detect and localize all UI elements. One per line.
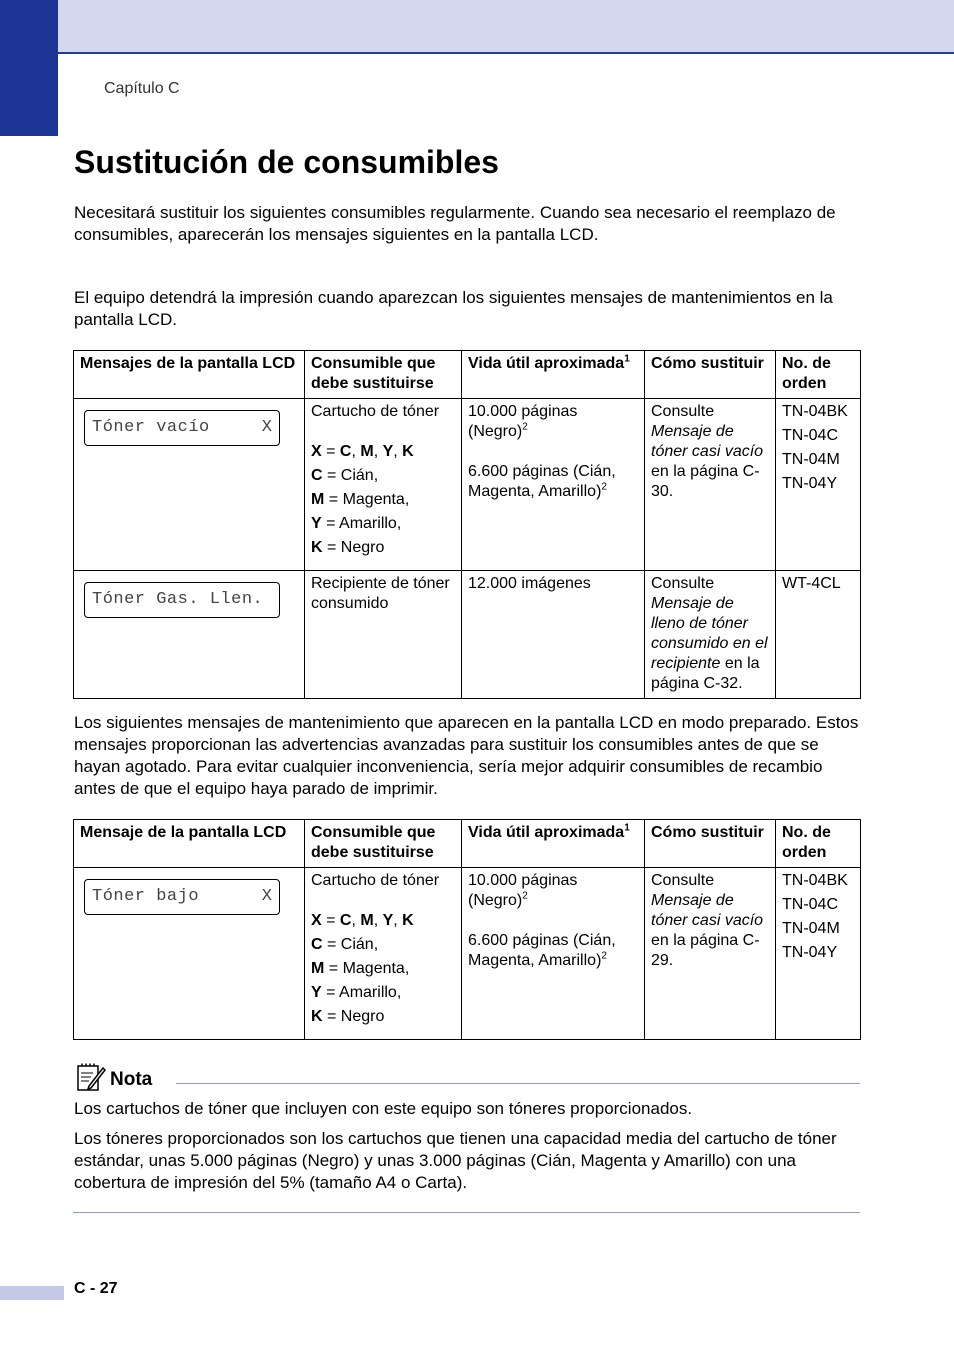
chapter-tab xyxy=(0,0,58,136)
note-pencil-icon xyxy=(76,1062,106,1092)
col-header-how: Cómo sustituir xyxy=(645,820,776,868)
table-row xyxy=(74,399,861,571)
mid-paragraph: Los siguientes mensajes de mantenimiento que aparecen en la pantalla LCD en modo preparado. Estos mensajes proporcionan las advertencias avanzadas para sustituir los consumibles antes de que se hayan agotado. Para evitar cualquier inconveniencia, sería mejor adquirir consumibles de recambio antes de que el equipo haya parado de imprimir. xyxy=(74,713,859,798)
lcd-cell xyxy=(74,571,305,699)
table-row xyxy=(74,868,861,1040)
how-cell: Consulte Mensaje de tóner casi vacío en la página C-29. xyxy=(645,868,776,1040)
page-title: Sustitución de consumibles xyxy=(74,144,499,180)
col-header-how: Cómo sustituir xyxy=(645,351,776,399)
consumable-cell: Cartucho de tóner X = C, M, Y, K C = Cián, M = Magenta, Y = Amarillo, K = Negro xyxy=(305,399,462,571)
col-header-order: No. de orden xyxy=(776,351,861,399)
lcd-display: Tóner Gas. Llen. xyxy=(84,582,280,618)
col-header-lcd: Mensaje de la pantalla LCD xyxy=(74,820,305,868)
intro-paragraph-2: El equipo detendrá la impresión cuando aparezcan los siguientes mensajes de mantenimientos en la pantalla LCD. xyxy=(74,288,833,329)
how-cell: Consulte Mensaje de tóner casi vacío en la página C-30. xyxy=(645,399,776,571)
note-paragraph-2: Los tóneres proporcionados son los cartuchos que tienen una capacidad media del cartucho de tóner estándar, unas 5.000 páginas (Negro) y unas 3.000 páginas (Cián, Magenta y Amarillo) con una cobertura de impresión del 5% (tamaño A4 o Carta). xyxy=(74,1129,837,1192)
header-band xyxy=(0,0,954,54)
page-number: C - 27 xyxy=(74,1280,118,1297)
intro-paragraph-1: Necesitará sustituir los siguientes consumibles regularmente. Cuando sea necesario el reemplazo de consumibles, aparecerán los mensajes siguientes en la pantalla LCD. xyxy=(74,203,836,244)
how-cell: Consulte Mensaje de lleno de tóner consumido en el recipiente en la página C-32. xyxy=(645,571,776,699)
supplies-table-stop xyxy=(73,350,861,699)
consumable-cell: Cartucho de tóner X = C, M, Y, K C = Cián, M = Magenta, Y = Amarillo, K = Negro xyxy=(305,868,462,1040)
lcd-cell xyxy=(74,399,305,571)
col-header-consumable: Consumible que debe sustituirse xyxy=(305,820,462,868)
order-cell: TN-04BK TN-04C TN-04M TN-04Y xyxy=(776,399,861,571)
color-legend: X = C, M, Y, K C = Cián, M = Magenta, Y = Amarillo, K = Negro xyxy=(311,443,414,556)
life-cell: 10.000 páginas (Negro)$^2$ 6.600 páginas (Cián, Magenta, Amarillo)$^2$ xyxy=(462,868,645,1040)
col-header-life: Vida útil aproximada$^1$ xyxy=(462,820,645,868)
color-legend: X = C, M, Y, K C = Cián, M = Magenta, Y = Amarillo, K = Negro xyxy=(311,912,414,1025)
order-cell: WT-4CL xyxy=(776,571,861,699)
table-header-row xyxy=(74,351,861,399)
table-row xyxy=(74,571,861,699)
order-cell: TN-04BK TN-04C TN-04M TN-04Y xyxy=(776,868,861,1040)
life-cell: 12.000 imágenes xyxy=(462,571,645,699)
note-label: Nota xyxy=(110,1069,153,1090)
note-divider xyxy=(176,1083,860,1084)
note-paragraph-1: Los cartuchos de tóner que incluyen con este equipo son tóneres proporcionados. xyxy=(74,1099,693,1118)
consumable-cell: Recipiente de tóner consumido xyxy=(305,571,462,699)
col-header-consumable: Consumible que debe sustituirse xyxy=(305,351,462,399)
life-cell: 10.000 páginas (Negro)$^2$ 6.600 páginas (Cián, Magenta, Amarillo)$^2$ xyxy=(462,399,645,571)
lcd-display: Tóner vacío X xyxy=(84,410,280,446)
supplies-table-warning xyxy=(73,819,861,1040)
table-header-row xyxy=(74,820,861,868)
lcd-cell xyxy=(74,868,305,1040)
col-header-order: No. de orden xyxy=(776,820,861,868)
note-header xyxy=(76,1062,860,1094)
lcd-display: Tóner bajo X xyxy=(84,879,280,915)
col-header-life: Vida útil aproximada$^1$ xyxy=(462,351,645,399)
chapter-label: Capítulo C xyxy=(104,80,180,97)
col-header-lcd: Mensajes de la pantalla LCD xyxy=(74,351,305,399)
footer-bar xyxy=(0,1286,64,1300)
note-end-divider xyxy=(73,1212,860,1213)
